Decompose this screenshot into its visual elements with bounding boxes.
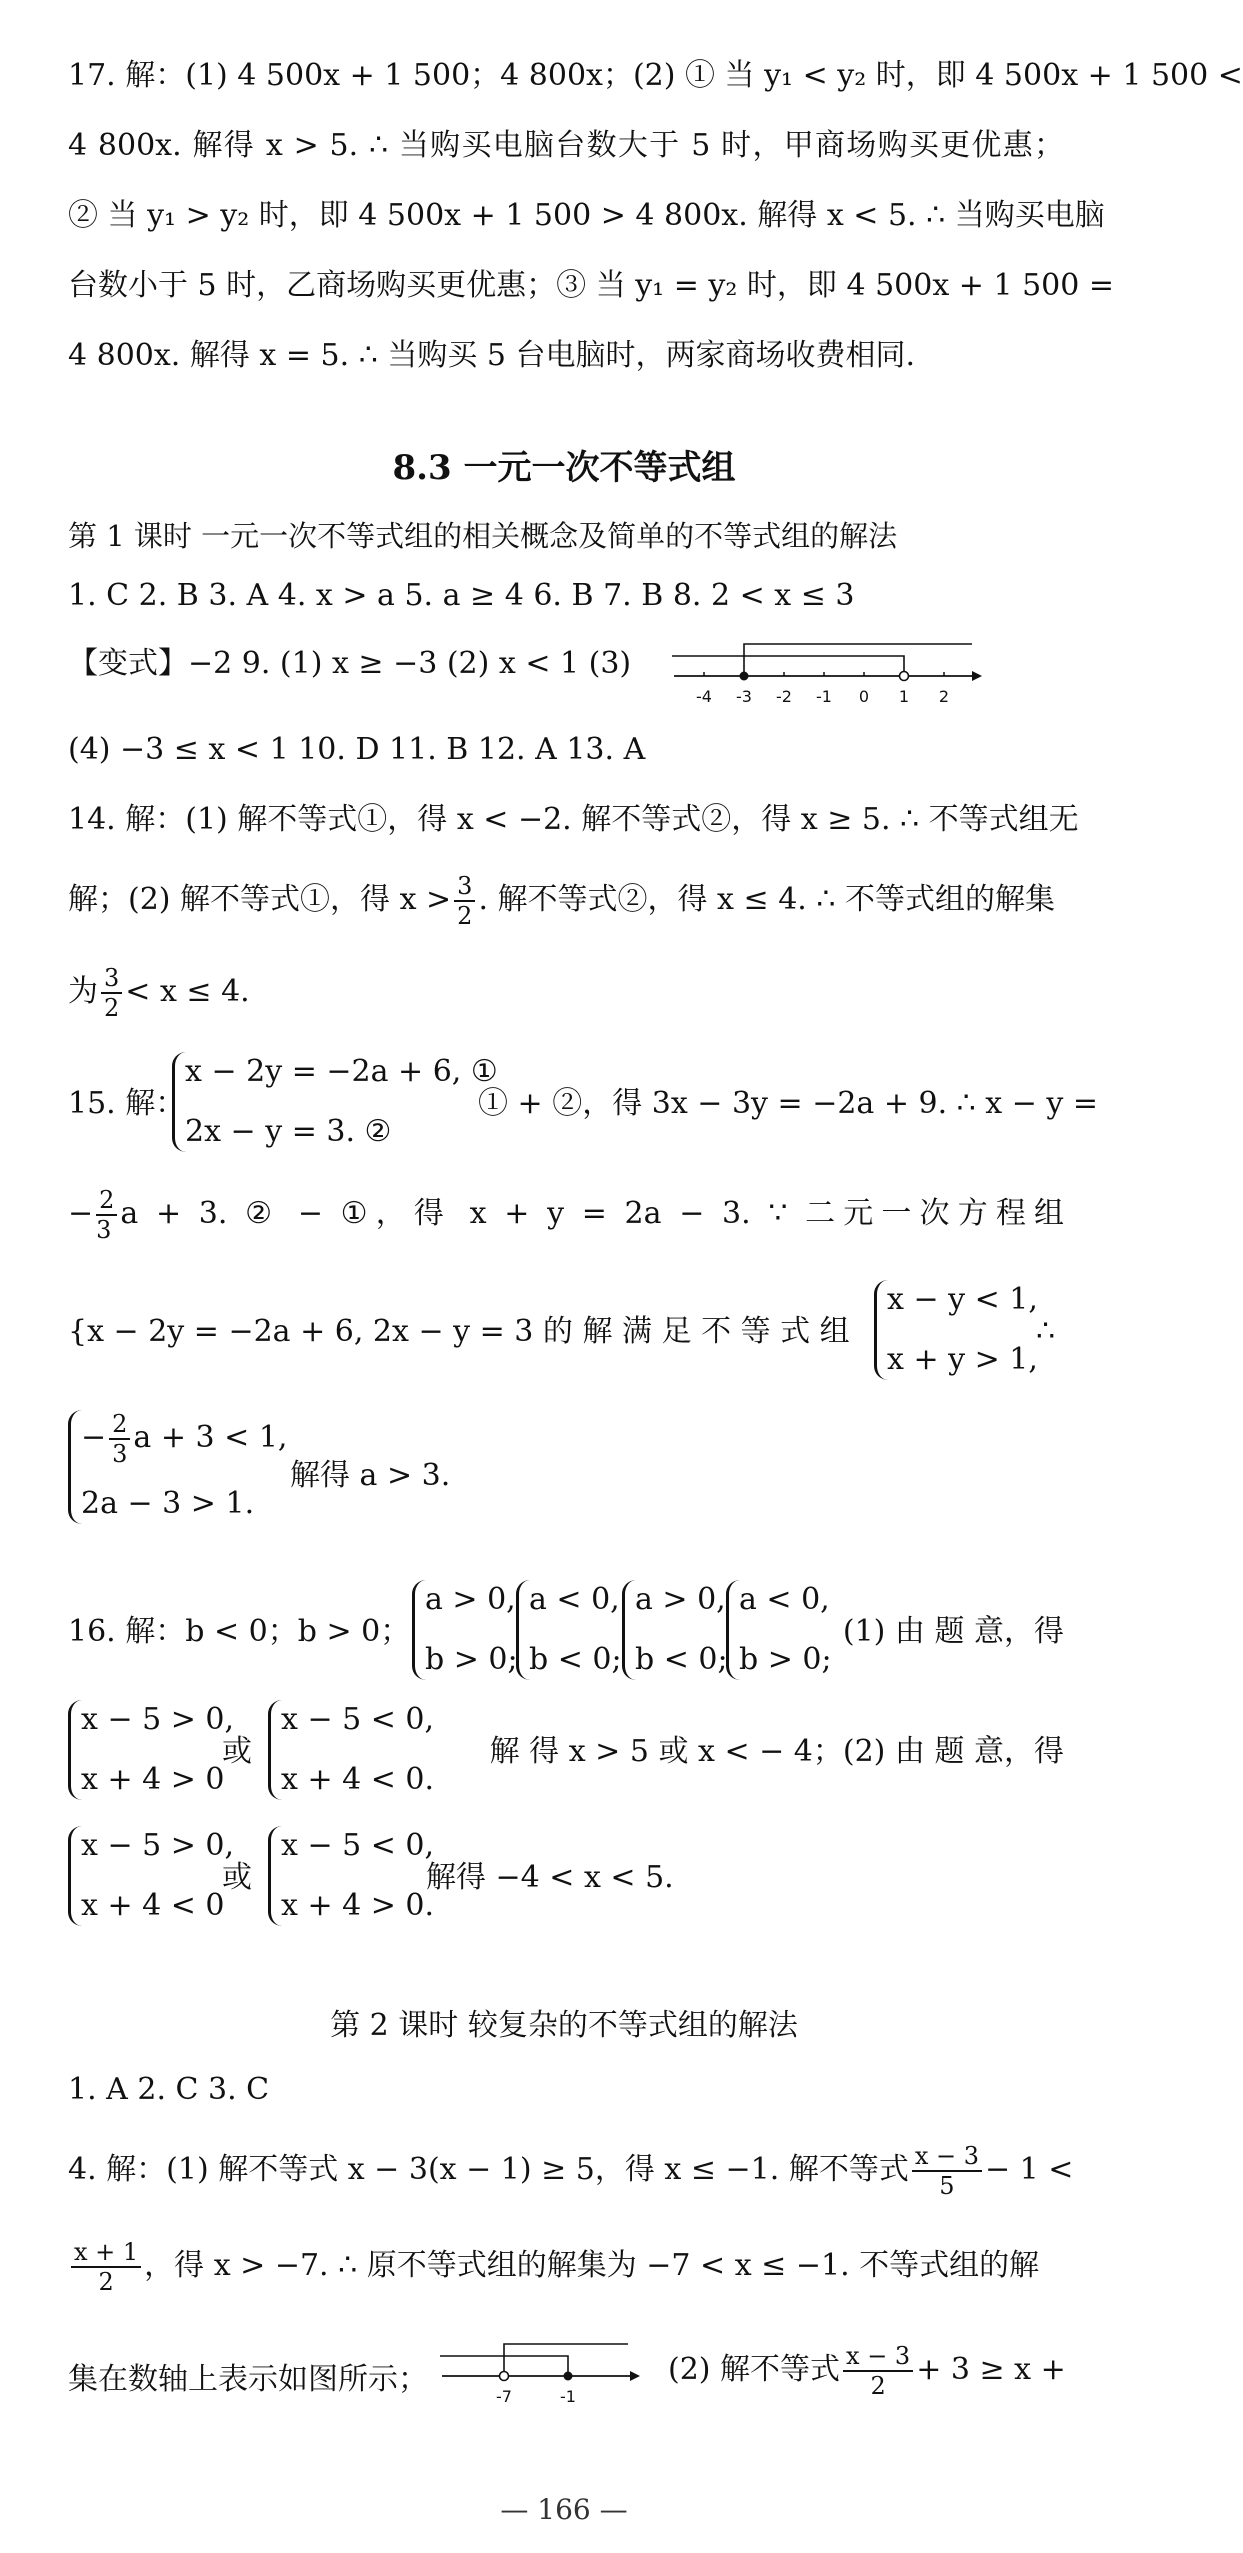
fraction-3-2: $\frac{3}{2}$ — [454, 872, 475, 930]
q16-system-3: x − 5 > 0, x + 4 < 0 — [68, 1826, 234, 1926]
q4-line-3b: (2) 解不等式 $\frac{x - 3}{2}$ + 3 ≥ x + — [668, 2342, 1066, 2400]
lesson1-title: 第 1 课时 一元一次不等式组的相关概念及简单的不等式组的解法 — [68, 519, 898, 553]
tick-label: 2 — [938, 687, 950, 706]
q15-equation-system: x − 2y = −2a + 6, ① 2x − y = 3. ② — [172, 1052, 498, 1152]
q16-system-4: x − 5 < 0, x + 4 > 0. — [268, 1826, 434, 1926]
tick-label: -7 — [496, 2387, 512, 2406]
q16-system-2: x − 5 < 0, x + 4 < 0. — [268, 1700, 434, 1800]
fraction-x+1-over-2: $\frac{x + 1}{2}$ — [71, 2238, 141, 2296]
fraction-2-3: $\frac{2}{3}$ — [96, 1186, 117, 1244]
q4-line-3a: 集在数轴上表示如图所示； — [68, 2362, 428, 2397]
lesson2-answers-1: 1. A 2. C 3. C — [68, 2072, 270, 2107]
q14-line-1: 14. 解：(1) 解不等式①，得 x < −2. 解不等式②，得 x ≥ 5. ∴ 不等式组无 — [68, 802, 1079, 837]
tick-label: 1 — [898, 687, 910, 706]
q15-after: ① + ②，得 3x − 3y = −2a + 9. ∴ x − y = — [478, 1086, 1099, 1121]
tick-label: -1 — [560, 2387, 576, 2406]
lesson1-answers-1: 1. C 2. B 3. A 4. x > a 5. a ≥ 4 6. B 7. B 8. 2 < x ≤ 3 — [68, 578, 855, 613]
q17-line-3: ② 当 y₁ > y₂ 时，即 4 500x + 1 500 > 4 800x. 解得 x < 5. ∴ 当购买电脑 — [68, 198, 1105, 233]
q15-result: 解得 a > 3. — [290, 1458, 451, 1493]
therefore-symbol: ∴ — [1036, 1314, 1056, 1349]
q4-line-1: 4. 解：(1) 解不等式 x − 3(x − 1) ≥ 5，得 x ≤ −1. 解不等式 $\frac{x - 3}{5}$ − 1 < — [68, 2142, 1074, 2200]
q16-case-2: a < 0, b < 0; — [516, 1580, 622, 1680]
q17-line-5: 4 800x. 解得 x = 5. ∴ 当购买 5 台电脑时，两家商场收费相同. — [68, 338, 916, 373]
q16-case-4: a < 0, b > 0; — [726, 1580, 832, 1680]
q16-result-1: 解 得 x > 5 或 x < − 4；(2) 由 题 意，得 — [489, 1734, 1064, 1769]
or-text: 或 — [222, 1734, 252, 1769]
q15-inequality-system: x − y < 1, x + y > 1, — [874, 1280, 1038, 1380]
page-number: — 166 — — [500, 2493, 628, 2526]
q15-line-2: − $\frac{2}{3}$ a + 3. ② − ①，得 x + y = 2a − 3. ∵ 二元一次方程组 — [68, 1186, 1064, 1244]
q16-line-1b: (1) 由 题 意，得 — [842, 1614, 1064, 1649]
lesson1-answers-2: 【变式】−2 9. (1) x ≥ −3 (2) x < 1 (3) — [68, 646, 632, 681]
fraction-x-3-over-5: $\frac{x - 3}{5}$ — [912, 2142, 982, 2200]
q15-label: 15. 解： — [68, 1086, 186, 1121]
tick-label: -2 — [776, 687, 792, 706]
q15-line-3: {x − 2y = −2a + 6, 2x − y = 3 的 解 满 足 不 等 式 组 — [68, 1314, 850, 1349]
q16-line-1a: 16. 解：b < 0；b > 0； — [68, 1614, 411, 1649]
number-line-q4 — [440, 2330, 640, 2410]
tick-label: -1 — [816, 687, 832, 706]
or-text: 或 — [222, 1860, 252, 1895]
q16-case-3: a > 0, b < 0; — [622, 1580, 728, 1680]
q16-system-1: x − 5 > 0, x + 4 > 0 — [68, 1700, 234, 1800]
lesson2-title: 第 2 课时 较复杂的不等式组的解法 — [330, 2008, 798, 2043]
fraction-x-3-over-2: $\frac{x - 3}{2}$ — [843, 2342, 913, 2400]
q14-line-3: 为 $\frac{3}{2}$ < x ≤ 4. — [68, 964, 250, 1022]
q14-line-2: 解；(2) 解不等式①，得 x > $\frac{3}{2}$ . 解不等式②，得 x ≤ 4. ∴ 不等式组的解集 — [68, 872, 1055, 930]
tick-label: -3 — [736, 687, 752, 706]
section-title: 8.3 一元一次不等式组 — [392, 448, 736, 488]
q17-line-1: 17. 解：(1) 4 500x + 1 500；4 800x；(2) ① 当 y₁ < y₂ 时，即 4 500x + 1 500 < — [68, 58, 1243, 93]
q15-derived-system: − $\frac{2}{3}$ a + 3 < 1, 2a − 3 > 1. — [68, 1410, 287, 1524]
fraction-3-2: $\frac{3}{2}$ — [101, 964, 122, 1022]
q4-line-2: $\frac{x + 1}{2}$ ，得 x > −7. ∴ 原不等式组的解集为 −7 < x ≤ −1. 不等式组的解 — [68, 2236, 1064, 2296]
q17-line-2: 4 800x. 解得 x > 5. ∴ 当购买电脑台数大于 5 时，甲商场购买更优惠； — [68, 128, 1064, 163]
tick-label: -4 — [696, 687, 712, 706]
q16-case-1: a > 0, b > 0; — [412, 1580, 518, 1680]
lesson1-answers-3: (4) −3 ≤ x < 1 10. D 11. B 12. A 13. A — [68, 732, 646, 767]
number-line-q9 — [672, 630, 982, 710]
q17-line-4: 台数小于 5 时，乙商场购买更优惠；③ 当 y₁ = y₂ 时，即 4 500x + 1 500 = — [68, 268, 1115, 303]
q16-result-2: 解得 −4 < x < 5. — [426, 1860, 674, 1895]
tick-label: 0 — [858, 687, 870, 706]
